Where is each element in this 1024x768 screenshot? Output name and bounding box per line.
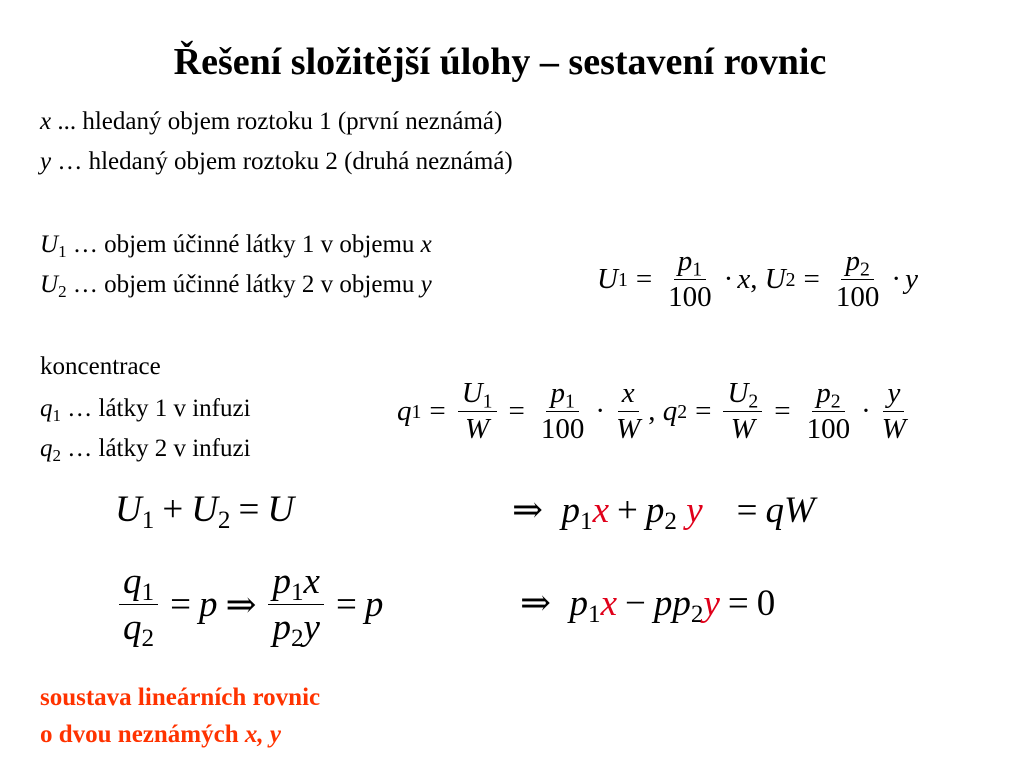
summary-vars: x, y: [244, 721, 281, 748]
definition-u1-text: … objem účinné látky 1 v objemu: [66, 231, 421, 258]
definition-u2: $U_2$ … objem účinné látky 2 v objemu y: [40, 271, 432, 301]
definition-x: [40, 107, 502, 137]
equation-sum-left: $U_1 + U_2 = U$: [115, 489, 295, 535]
var-x: x: [40, 108, 52, 135]
equation-final: ⇒ $p_1x - pp_2y = 0$: [520, 583, 776, 629]
equation-sum-right: ⇒ $p_1x + p_2$ y = qW: [512, 490, 815, 536]
concentration-label: koncentrace: [40, 353, 161, 380]
formula-u: U 1 = $\frac{p_1}{100}$ · x , U 2 = $\frac{p_2}{100}$ · y: [597, 245, 918, 313]
definition-u2-text: … objem účinné látky 2 v objemu: [66, 271, 421, 298]
definition-q1-text: … látky 1 v infuzi: [61, 395, 251, 422]
slide-title: Řešení složitější úlohy – sestavení rovnic: [173, 41, 827, 83]
definition-q2-text: … látky 2 v infuzi: [61, 435, 251, 462]
definition-u1: $U_1$ … objem účinné látky 1 v objemu x: [40, 231, 432, 261]
summary-line2: o dvou neznámých x, y: [40, 721, 281, 748]
equation-ratio: $\frac{q_1}{q_2}$ = p ⇒ $\frac{p_1x}{p_2y}$ = p: [115, 560, 383, 649]
definition-q2: $q_2$ … látky 2 v infuzi: [40, 435, 251, 465]
definition-x-text: ... hledaný objem roztoku 1 (první neznámá): [51, 108, 503, 135]
definition-q1: $q_1$ … látky 1 v infuzi: [40, 395, 251, 425]
definition-y: [40, 147, 513, 177]
definition-y-text: … hledaný objem roztoku 2 (druhá neznámá): [51, 148, 513, 175]
summary-line1: soustava lineárních rovnic: [40, 684, 321, 711]
formula-q: q 1 = $\frac{U_1}{W}$ = $\frac{p_1}{100}$ · $\frac{x}{W}$ , q 2 = $\frac{U_2}{W}$ = $\frac{p_2}{100}$ · $\frac{y}{W}$: [397, 377, 906, 445]
var-y: y: [40, 148, 52, 175]
